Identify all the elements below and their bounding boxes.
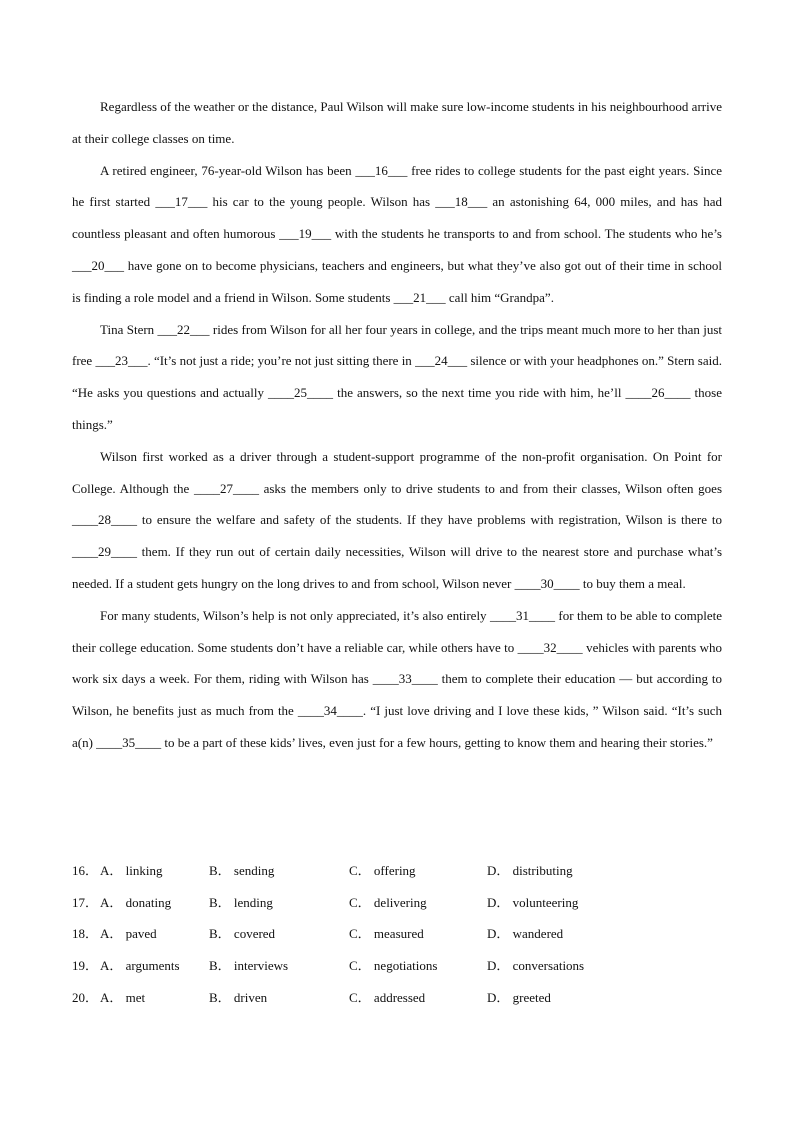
option-a[interactable]: A． arguments [100,958,180,974]
option-b[interactable]: B． driven [209,989,268,1005]
question-number: 17． [72,894,99,910]
option-c[interactable]: C． negotiations [349,958,438,974]
option-a[interactable]: A． linking [100,863,163,878]
option-d[interactable]: D． distributing [487,863,573,878]
option-c[interactable]: C． measured [349,926,424,942]
question-row-20 [72,982,722,1014]
option-b[interactable]: B． interviews [209,958,289,974]
passage-paragraph-2: A retired engineer, 76-year-old Wilson has been ___16___ free rides to college students for the past eight years. Since he first started ___17___ his car to the young people. Wilson has ___18___ an astonishing 64, 000 miles, and has had countless pleasant and often humorous ___19___ with the students he transports to and from school. The students who he’s ___20___ have gone on to become physicians, teachers and engineers, but what they’ve also got out of their time in school is finding a role model and a friend in Wilson. Some students ___21___ call him “Grandpa”. [72,162,722,305]
question-row-19 [72,950,722,982]
reading-passage [72,91,722,759]
question-row-18 [72,918,722,950]
option-c[interactable]: C． addressed [349,989,426,1005]
option-b[interactable]: B． covered [209,926,276,942]
question-row-17 [72,887,722,919]
question-number: 16． [72,863,99,878]
option-b[interactable]: B． sending [209,863,275,878]
question-number: 18． [72,926,99,942]
passage-paragraph-1: Regardless of the weather or the distance, Paul Wilson will make sure low-income students in his neighbourhood arrive at their college classes on time. [72,99,722,146]
option-a[interactable]: A． donating [100,894,172,910]
option-d[interactable]: D． greeted [487,989,551,1005]
question-number: 19． [72,958,99,974]
option-a[interactable]: A． met [100,989,146,1005]
option-a[interactable]: A． paved [100,926,157,942]
passage-paragraph-3: Tina Stern ___22___ rides from Wilson for all her four years in college, and the trips meant much more to her than just free ___23___. “It’s not just a ride; you’re not just sitting there in ___24___ silence or with your headphones on.” Stern said. “He asks you questions and actually ____25____ the answers, so the next time you ride with him, he’ll ____26____ those things.” [72,321,722,432]
option-c[interactable]: C． delivering [349,894,427,910]
option-b[interactable]: B． lending [209,894,273,910]
option-d[interactable]: D． volunteering [487,894,579,910]
answer-options [72,855,722,1013]
question-row-16 [72,855,722,887]
question-number: 20． [72,989,99,1005]
option-d[interactable]: D． wandered [487,926,564,942]
option-d[interactable]: D． conversations [487,958,585,974]
option-c[interactable]: C． offering [349,863,416,878]
passage-paragraph-4: Wilson first worked as a driver through a student-support programme of the non-profit organisation. On Point for College. Although the ____27____ asks the members only to drive students to and from their classes, Wilson often goes ____28____ to ensure the welfare and safety of the students. If they have problems with registration, Wilson is there to ____29____ them. If they run out of certain daily necessities, Wilson will drive to the nearest store and purchase what’s needed. If a student gets hungry on the long drives to and from school, Wilson never ____30____ to buy them a meal. [72,448,722,591]
passage-paragraph-5: For many students, Wilson’s help is not only appreciated, it’s also entirely ____31____ for them to be able to complete their college education. Some students don’t have a reliable car, while others have to ____32____ vehicles with parents who work six days a week. For them, riding with Wilson has ____33____ them to complete their education — but according to Wilson, he benefits just as much from the ____34____. “I just love driving and I love these kids, ” Wilson said. “It’s such a(n) ____35____ to be a part of these kids’ lives, even just for a few hours, getting to know them and hearing their stories.” [72,607,722,750]
